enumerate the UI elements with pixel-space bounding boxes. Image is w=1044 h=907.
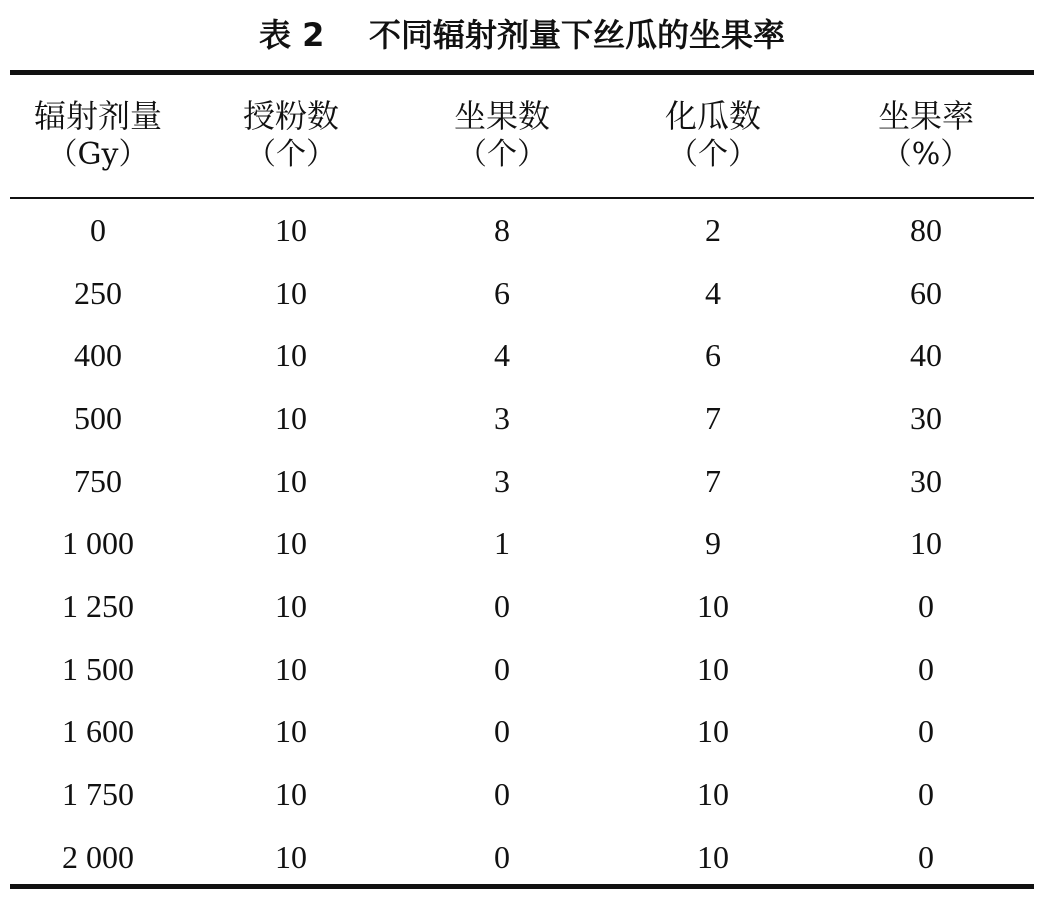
dose-cell: 1 750: [62, 776, 134, 813]
table-row: [10, 763, 1034, 826]
column-header-radiation-dose: [10, 75, 186, 197]
fruit-set-cell: 0: [494, 587, 510, 624]
column-header-label: 授粉数: [242, 97, 339, 135]
fruit-set-rate-cell: 30: [910, 399, 942, 436]
column-header-unit: （个）: [246, 137, 336, 172]
fruit-set-cell: 0: [494, 713, 510, 750]
data-table: [10, 75, 1034, 889]
pollinated-cell: 10: [275, 525, 307, 562]
aborted-cell: 10: [697, 713, 729, 750]
fruit-set-rate-cell: 80: [910, 211, 942, 248]
fruit-set-rate-cell: 60: [910, 274, 942, 311]
fruit-set-cell: 0: [494, 776, 510, 813]
table-row: [10, 826, 1034, 889]
dose-cell: 0: [90, 211, 106, 248]
table-row: [10, 512, 1034, 575]
column-header-unit: （%）: [881, 137, 971, 172]
aborted-cell: 7: [705, 399, 721, 436]
fruit-set-rate-cell: 0: [918, 838, 934, 875]
column-header-unit: （个）: [457, 137, 547, 172]
aborted-cell: 6: [705, 337, 721, 374]
table-row: [10, 324, 1034, 387]
table-row: [10, 387, 1034, 450]
column-header-label: 坐果率: [877, 97, 974, 135]
fruit-set-rate-cell: 0: [918, 713, 934, 750]
pollinated-cell: 10: [275, 713, 307, 750]
fruit-set-cell: 0: [494, 650, 510, 687]
column-header-unit: （个）: [668, 137, 758, 172]
fruit-set-rate-cell: 40: [910, 337, 942, 374]
column-header-fruit-set-rate: [818, 75, 1034, 197]
fruit-set-rate-cell: 0: [918, 776, 934, 813]
header-row: [10, 75, 1034, 197]
dose-cell: 1 000: [62, 525, 134, 562]
fruit-set-cell: 4: [494, 337, 510, 374]
pollinated-cell: 10: [275, 399, 307, 436]
aborted-cell: 7: [705, 462, 721, 499]
dose-cell: 2 000: [62, 838, 134, 875]
fruit-set-cell: 0: [494, 838, 510, 875]
pollinated-cell: 10: [275, 650, 307, 687]
fruit-set-rate-cell: 0: [918, 587, 934, 624]
dose-cell: 500: [74, 399, 122, 436]
aborted-cell: 10: [697, 650, 729, 687]
fruit-set-cell: 1: [494, 525, 510, 562]
fruit-set-cell: 3: [494, 399, 510, 436]
fruit-set-cell: 3: [494, 462, 510, 499]
aborted-cell: 2: [705, 211, 721, 248]
aborted-cell: 10: [697, 587, 729, 624]
column-header-label: 辐射剂量: [33, 97, 162, 135]
aborted-cell: 4: [705, 274, 721, 311]
aborted-cell: 10: [697, 838, 729, 875]
pollinated-cell: 10: [275, 776, 307, 813]
fruit-set-rate-cell: 10: [910, 525, 942, 562]
table-row: [10, 638, 1034, 701]
dose-cell: 1 500: [62, 650, 134, 687]
column-header-aborted: [608, 75, 818, 197]
fruit-set-rate-cell: 0: [918, 650, 934, 687]
table-caption: 表 2 不同辐射剂量下丝瓜的坐果率: [259, 16, 785, 54]
pollinated-cell: 10: [275, 838, 307, 875]
fruit-set-cell: 8: [494, 211, 510, 248]
table-body: [10, 197, 1034, 889]
fruit-set-rate-cell: 30: [910, 462, 942, 499]
pollinated-cell: 10: [275, 462, 307, 499]
table-row: [10, 262, 1034, 325]
column-header-label: 坐果数: [453, 97, 550, 135]
column-header-fruit-set: [396, 75, 608, 197]
pollinated-cell: 10: [275, 337, 307, 374]
dose-cell: 250: [74, 274, 122, 311]
aborted-cell: 10: [697, 776, 729, 813]
pollinated-cell: 10: [275, 587, 307, 624]
fruit-set-cell: 6: [494, 274, 510, 311]
dose-cell: 1 600: [62, 713, 134, 750]
column-header-label: 化瓜数: [664, 97, 761, 135]
table-row: [10, 199, 1034, 262]
column-header-pollinated: [186, 75, 396, 197]
table-row: [10, 575, 1034, 638]
aborted-cell: 9: [705, 525, 721, 562]
dose-cell: 400: [74, 337, 122, 374]
pollinated-cell: 10: [275, 274, 307, 311]
dose-cell: 750: [74, 462, 122, 499]
dose-cell: 1 250: [62, 587, 134, 624]
pollinated-cell: 10: [275, 211, 307, 248]
table-row: [10, 701, 1034, 764]
column-header-unit: （Gy）: [47, 137, 149, 172]
table-row: [10, 450, 1034, 513]
